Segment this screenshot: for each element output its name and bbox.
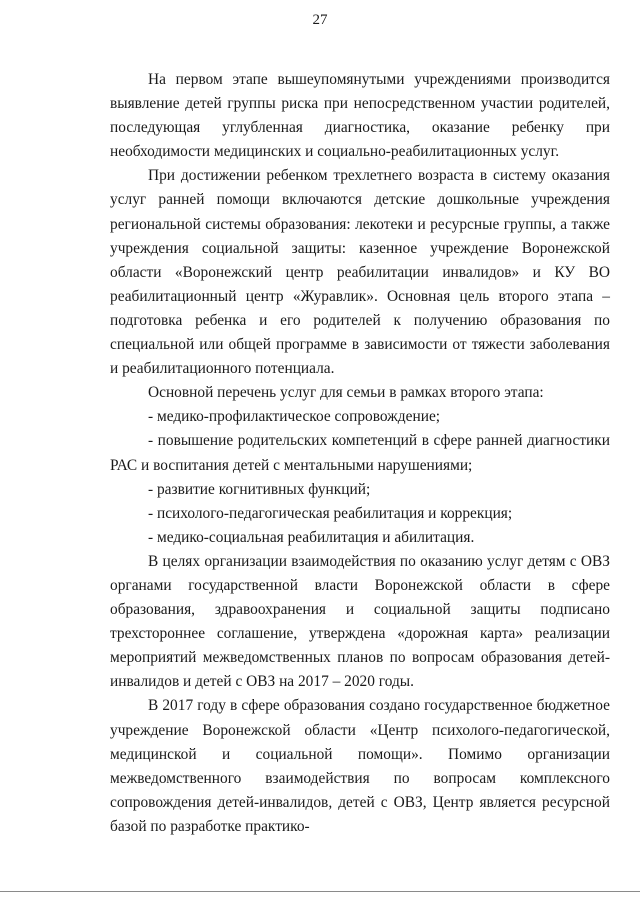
list-item-parental-competence: - повышение родительских компетенций в сфере ранней диагностики РАС и воспитания детей с ментальными нарушениями; bbox=[110, 432, 610, 474]
list-item-medical-prevention: - медико-профилактическое сопровождение; bbox=[148, 408, 441, 426]
page-number: 27 bbox=[312, 12, 328, 28]
paragraph-second-stage: При достижении ребенком трехлетнего возраста в систему оказания услуг ранней помощи включаются детские дошкольные учреждения региональной системы образования: лекотеки и ресурсные группы, а также учреждения социальной защиты: казенное учреждение Воронежской области «Воронежский центр реабилитации инвалидов» и КУ ВО реабилитационный центр «Журавлик». Основная цель второго этапа – подготовка ребенка и его родителей к получению образования по специальной или общей программе в зависимости от тяжести заболевания и реабилитационного потенциала. bbox=[110, 167, 610, 378]
paragraph-first-stage: На первом этапе вышеупомянутыми учреждениями производится выявление детей группы риска при непосредственном участии родителей, последующая углубленная диагностика, оказание ребенку при необходимости медицинских и социально-реабилитационных услуг. bbox=[110, 71, 610, 161]
list-item-medico-social: - медико-социальная реабилитация и абилитация. bbox=[148, 528, 475, 546]
bottom-divider bbox=[0, 891, 640, 892]
paragraph-services-intro: Основной перечень услуг для семьи в рамках второго этапа: bbox=[148, 384, 544, 402]
list-item-cognitive-development: - развитие когнитивных функций; bbox=[148, 480, 371, 498]
paragraph-center-2017: В 2017 году в сфере образования создано государственное бюджетное учреждение Воронежской области «Центр психолого-педагогической, медицинской и социальной помощи». Помимо организации межведомственного взаимодействия по вопросам комплексного сопровождения детей-инвалидов, детей с ОВЗ, Центр является ресурсной базой по разработке практико- bbox=[110, 697, 610, 835]
paragraph-interaction: В целях организации взаимодействия по оказанию услуг детям с ОВЗ органами государственной власти Воронежской области в сфере образования, здравоохранения и социальной защиты подписано трехстороннее соглашение, утверждена «дорожная карта» реализации мероприятий межведомственных планов по вопросам образования детей-инвалидов и детей с ОВЗ на 2017 – 2020 годы. bbox=[110, 552, 610, 691]
document-body bbox=[110, 68, 610, 839]
list-item-psycho-pedagogical: - психолого-педагогическая реабилитация и коррекция; bbox=[148, 504, 513, 522]
